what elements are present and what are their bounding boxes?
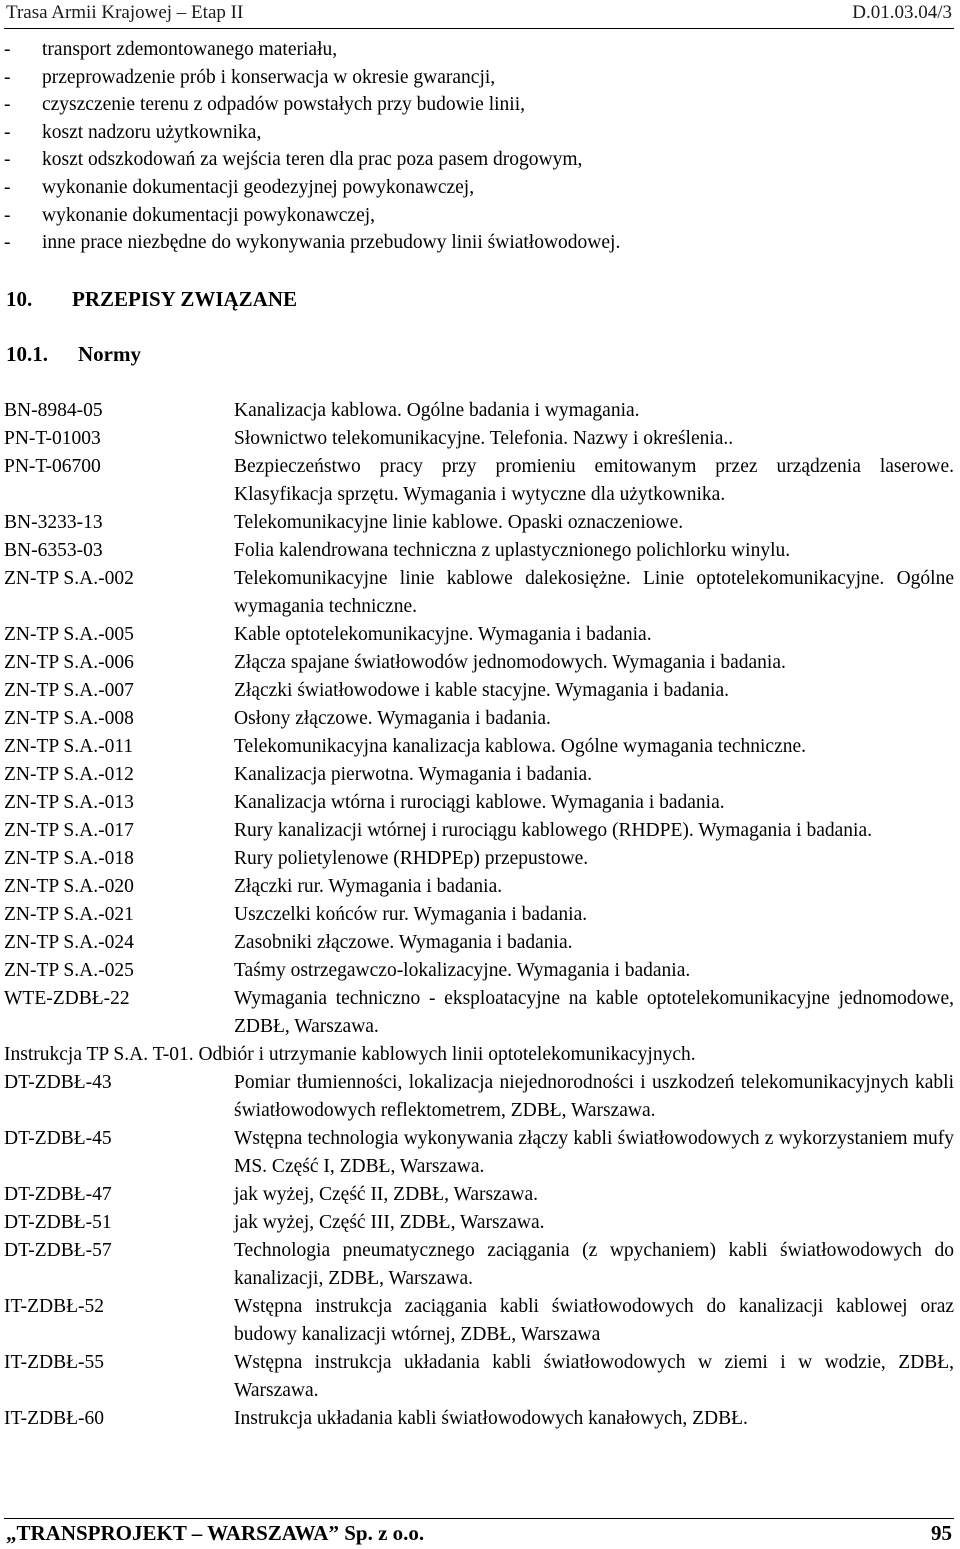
bullet-item: - czyszczenie terenu z odpadów powstałych przy budowie linii, [4,94,525,116]
bullet-item: - koszt nadzoru użytkownika, [4,121,262,143]
standard-code: IT-ZDBŁ-60 [4,1408,105,1429]
standard-description: Rury polietylenowe (RHDPEp) przepustowe. [234,848,589,869]
standard-entry [4,1293,954,1349]
header-code: D.01.03.04/3 [852,2,952,23]
standard-code: ZN-TP S.A.-011 [4,736,134,757]
standard-description: Telekomunikacyjne linie kablowe dalekosiężne. Linie optotelekomunikacyjne. Ogólne wymagania techniczne. [234,568,954,617]
standard-entry [4,957,954,985]
standard-description: Osłony złączowe. Wymagania i badania. [234,708,551,729]
standard-code: ZN-TP S.A.-025 [4,960,134,981]
standard-entry [4,873,954,901]
standard-entry [4,929,954,957]
bullet-item: - koszt odszkodowań za wejścia teren dla prac poza pasem drogowym, [4,149,583,171]
standard-entry [4,1181,954,1209]
standard-code: ZN-TP S.A.-013 [4,792,134,813]
standard-entry [4,1405,954,1433]
standard-entry [4,845,954,873]
standard-description: Kanalizacja kablowa. Ogólne badania i wymagania. [234,400,640,421]
standard-code: DT-ZDBŁ-43 [4,1072,112,1093]
standard-entry [4,1069,954,1125]
standard-description: Wstępna instrukcja zaciągania kabli światłowodowych do kanalizacji kablowej oraz budowy kanalizacji wtórnej, ZDBŁ, Warszawa [234,1296,954,1345]
standard-entry [4,677,954,705]
standard-description: Pomiar tłumienności, lokalizacja niejednorodności i uszkodzeń telekomunikacyjnych kabli światłowodowych reflektometrem, ZDBŁ, Warszawa. [234,1072,954,1121]
standard-code: BN-6353-03 [4,540,103,561]
bullet-item: - wykonanie dokumentacji powykonawczej, [4,204,376,226]
standard-code: PN-T-01003 [4,428,101,449]
standard-entry [4,817,954,845]
page-header [4,0,954,29]
standard-description: Telekomunikacyjne linie kablowe. Opaski oznaczeniowe. [234,512,684,533]
standard-description: Folia kalendrowana techniczna z uplastycznionego polichlorku winylu. [234,540,791,561]
standard-description: Zasobniki złączowe. Wymagania i badania. [234,932,573,953]
standard-entry [4,537,954,565]
section-title: PRZEPISY ZWIĄZANE [72,287,298,311]
standard-entry [4,789,954,817]
standard-code: IT-ZDBŁ-52 [4,1296,105,1317]
subsection-title: Normy [78,342,141,366]
standard-entry [4,1125,954,1181]
standard-entry [4,761,954,789]
standard-entry [4,705,954,733]
standard-description: Kable optotelekomunikacyjne. Wymagania i badania. [234,624,652,645]
standard-description: Bezpieczeństwo pracy przy promieniu emitowanym przez urządzenia laserowe. Klasyfikacja sprzętu. Wymagania i wytyczne dla użytkownika. [234,456,954,505]
standard-code: PN-T-06700 [4,456,101,477]
standards-list [4,397,954,1433]
standard-description: Wstępna instrukcja układania kabli światłowodowych w ziemi i w wodzie, ZDBŁ, Warszawa. [234,1352,954,1401]
standard-description: Wymagania techniczno - eksploatacyjne na kable optotelekomunikacyjne jednomodowe, ZDBŁ, Warszawa. [234,988,954,1037]
standard-code: DT-ZDBŁ-51 [4,1212,112,1233]
standard-entry [4,453,954,509]
standard-entry [4,985,954,1041]
standard-description: Kanalizacja wtórna i rurociągi kablowe. Wymagania i badania. [234,792,725,813]
standard-description: Rury kanalizacji wtórnej i rurociągu kablowego (RHDPE). Wymagania i badania. [234,820,872,841]
standard-code: ZN-TP S.A.-002 [4,568,134,589]
standard-code: DT-ZDBŁ-45 [4,1128,112,1149]
footer-company: „TRANSPROJEKT – WARSZAWA” Sp. z o.o. [6,1521,425,1545]
standard-code: ZN-TP S.A.-020 [4,876,134,897]
standard-description: Taśmy ostrzegawczo-lokalizacyjne. Wymagania i badania. [234,960,691,981]
standard-description: jak wyżej, Część II, ZDBŁ, Warszawa. [234,1184,538,1205]
standard-entry [4,1041,954,1069]
subsection-heading [6,342,141,367]
standard-code: WTE-ZDBŁ-22 [4,988,130,1009]
standard-entry [4,565,954,621]
subsection-number: 10.1. [6,342,48,366]
standard-description: Uszczelki końców rur. Wymagania i badania. [234,904,588,925]
bullet-item: - przeprowadzenie prób i konserwacja w okresie gwarancji, [4,66,496,88]
bullet-item: - inne prace niezbędne do wykonywania przebudowy linii światłowodowej. [4,232,621,254]
section-heading [6,287,297,312]
standard-description: Instrukcja układania kabli światłowodowych kanałowych, ZDBŁ. [234,1408,748,1429]
page-footer [4,1518,954,1547]
standard-code: ZN-TP S.A.-012 [4,764,134,785]
standard-code: ZN-TP S.A.-017 [4,820,134,841]
standard-description: Kanalizacja pierwotna. Wymagania i badania. [234,764,592,785]
standard-code: ZN-TP S.A.-008 [4,708,134,729]
standard-code: ZN-TP S.A.-021 [4,904,134,925]
standard-description: Technologia pneumatycznego zaciągania (z wpychaniem) kabli światłowodowych do kanalizacji, ZDBŁ, Warszawa. [234,1240,954,1289]
standard-code: ZN-TP S.A.-018 [4,848,134,869]
page-number: 95 [931,1521,952,1545]
section-number: 10. [6,287,33,311]
standard-code: DT-ZDBŁ-57 [4,1240,112,1261]
standard-entry [4,1209,954,1237]
standard-description: Telekomunikacyjna kanalizacja kablowa. Ogólne wymagania techniczne. [234,736,807,757]
standard-code: ZN-TP S.A.-006 [4,652,134,673]
standard-entry [4,733,954,761]
standard-description: Słownictwo telekomunikacyjne. Telefonia. Nazwy i określenia.. [234,428,734,449]
standard-code: BN-3233-13 [4,512,103,533]
standard-code: IT-ZDBŁ-55 [4,1352,105,1373]
bullet-item: - transport zdemontowanego materiału, [4,39,338,60]
standard-description: Złączki światłowodowe i kable stacyjne. Wymagania i badania. [234,680,730,701]
standard-code: BN-8984-05 [4,400,103,421]
header-title: Trasa Armii Krajowej – Etap II [6,2,244,23]
standard-entry [4,509,954,537]
standard-entry [4,649,954,677]
standard-entry [4,397,954,425]
standard-description: Instrukcja TP S.A. T-01. Odbiór i utrzymanie kablowych linii optotelekomunikacyjnych. [4,1044,696,1065]
bullet-item: - wykonanie dokumentacji geodezyjnej powykonawczej, [4,176,475,198]
standard-entry [4,1237,954,1293]
standard-description: jak wyżej, Część III, ZDBŁ, Warszawa. [234,1212,545,1233]
standard-entry [4,901,954,929]
standard-entry [4,425,954,453]
standard-code: ZN-TP S.A.-005 [4,624,134,645]
bullet-list [4,36,954,257]
standard-code: DT-ZDBŁ-47 [4,1184,112,1205]
standard-code: ZN-TP S.A.-007 [4,680,134,701]
standard-code: ZN-TP S.A.-024 [4,932,134,953]
standard-description: Złączki rur. Wymagania i badania. [234,876,503,897]
standard-description: Wstępna technologia wykonywania złączy kabli światłowodowych z wykorzystaniem mufy MS. Część I, ZDBŁ, Warszawa. [234,1128,954,1177]
standard-description: Złącza spajane światłowodów jednomodowych. Wymagania i badania. [234,652,786,673]
standard-entry [4,621,954,649]
standard-entry [4,1349,954,1405]
